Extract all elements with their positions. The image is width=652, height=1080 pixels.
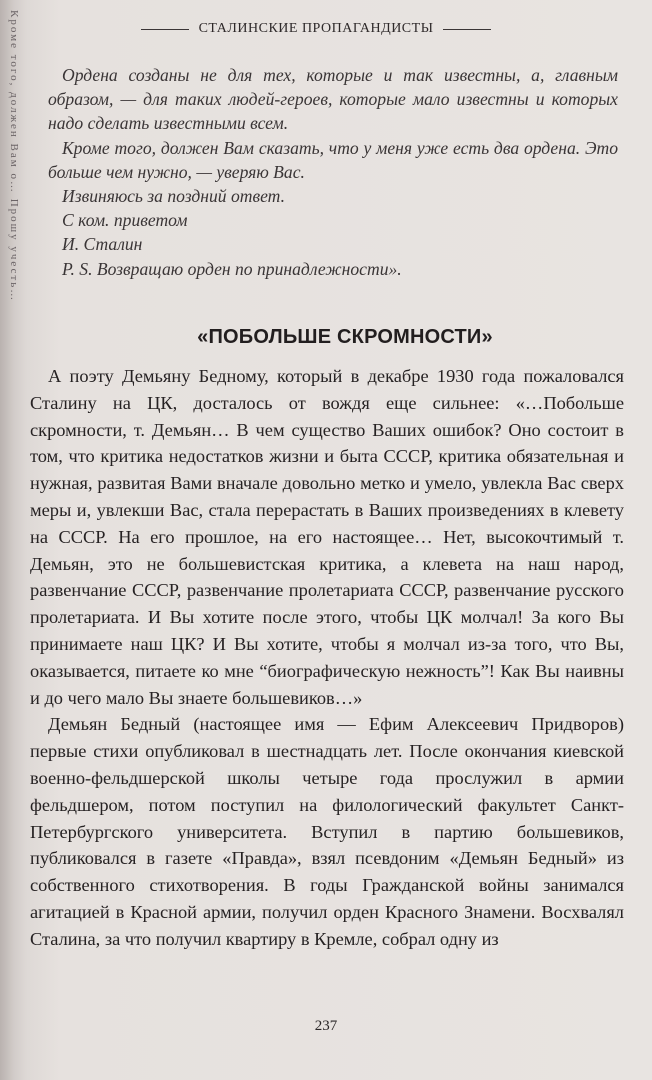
letter-quote — [48, 63, 618, 281]
running-head-title: СТАЛИНСКИЕ ПРОПАГАНДИСТЫ — [198, 21, 434, 36]
running-head-rule-left — [141, 29, 189, 30]
adjacent-page-text: Кроме того, должен Вам о… Прошу учесть… — [8, 10, 20, 303]
page-number: 237 — [314, 1018, 338, 1034]
body-paragraph: Демьян Бедный (настоящее имя — Ефим Алексеевич Придворов) первые стихи опубликовал в шестнадцать лет. После окончания киевской военно-фельдшерской школы четыре года прослужил в армии фельдшером, потом поступил на филологический факультет Санкт-Петербургского университета. Вступил в партию большевиков, публиковался в газете «Правда», взял псевдоним «Демьян Бедный» из собственного стихотворения. В годы Гражданской войны занимался агитацией в Красной армии, получил орден Красного Знамени. Восхвалял Сталина, за что получил квартиру в Кремле, собрал одну из — [30, 714, 624, 949]
letter-paragraph: Ордена созданы не для тех, которые и так известны, а, главным образом, — для таких людей-героев, которые мало известны и которых надо сделать известными всем. — [48, 65, 618, 134]
body-text — [30, 363, 624, 953]
letter-greeting: С ком. приветом — [62, 210, 188, 231]
letter-signature: И. Сталин — [62, 234, 143, 255]
running-head — [135, 18, 497, 40]
letter-postscript: P. S. Возвращаю орден по принадлежности». — [62, 258, 402, 279]
body-paragraph: А поэту Демьяну Бедному, который в декабре 1930 года пожаловался Сталину на ЦК, досталось от вождя еще сильнее: «…Побольше скромности, т. Демьян… В чем существо Ваших ошибок? Оно состоит в том, что критика недостатков жизни и быта СССР, критика обязательная и нужная, развитая Вами вначале довольно метко и умело, увлекла Вас сверх меры и, увлекши Вас, стала перерастать в Ваших произведениях в клевету на СССР. На его прошлое, на его настоящее… Нет, высокочтимый т. Демьян, это не большевистская критика, а клевета на наш народ, развенчание СССР, развенчание пролетариата СССР, развенчание русского пролетариата. И Вы хотите после этого, чтобы ЦК молчал! За кого Вы принимаете наш ЦК? И Вы хотите, чтобы я молчал из-за того, что Вы, оказывается, питаете ко мне “биографическую нежность”! Как Вы наивны и до чего мало Вы знаете большевиков…» — [30, 366, 624, 708]
letter-apology: Извиняюсь за поздний ответ. — [62, 186, 286, 207]
letter-paragraph: Кроме того, должен Вам сказать, что у меня уже есть два ордена. Это больше чем нужно, — уверяю Вас. — [48, 137, 618, 182]
section-heading: «ПОБОЛЬШЕ СКРОМНОСТИ» — [197, 326, 493, 348]
running-head-rule-right — [443, 29, 491, 30]
book-page-edge — [0, 0, 26, 1080]
